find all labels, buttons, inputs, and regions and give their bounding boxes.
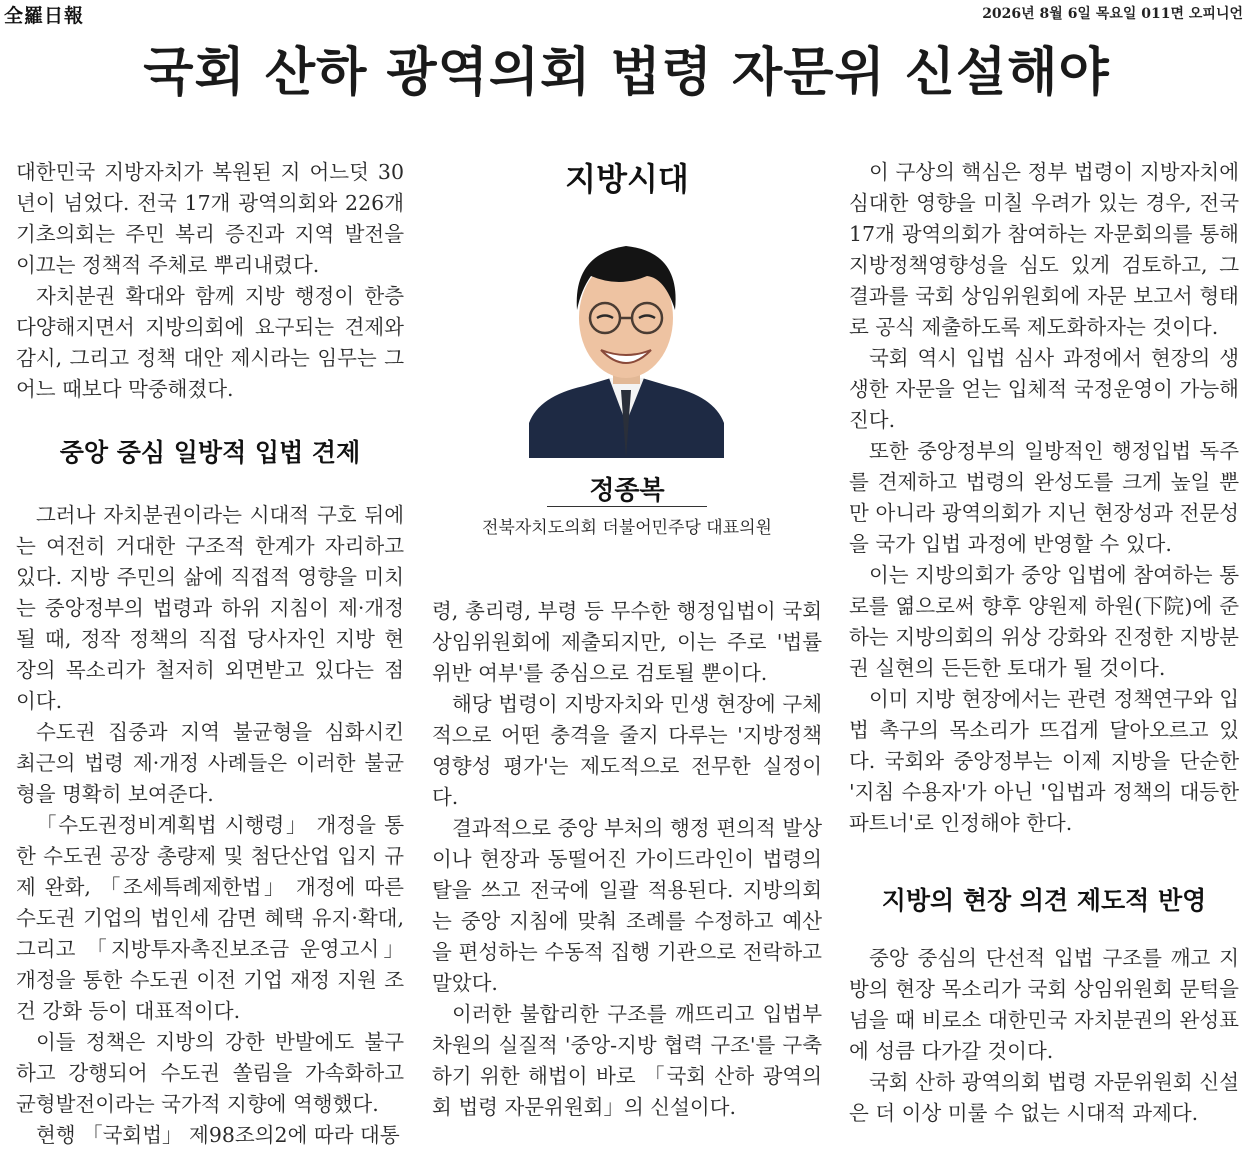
paragraph: 이미 지방 현장에서는 관련 정책연구와 입법 촉구의 목소리가 뜨겁게 달아오르고 있다. 국회와 중앙정부는 이제 지방을 단순한 '지침 수용자'가 아닌 '입법과 정책의 대등한 파트너'로 인정해야 한다. [849, 687, 1239, 835]
paragraph: 자치분권 확대와 함께 지방 행정이 한층 다양해지면서 지방의회에 요구되는 견제와 감시, 그리고 정책 대안 제시라는 임무는 그 어느 때보다 막중해졌다. [16, 284, 404, 401]
paragraph: 국회 역시 입법 심사 과정에서 현장의 생생한 자문을 얻는 입체적 국정운영이 가능해진다. [849, 346, 1239, 432]
paragraph: 「수도권정비계획법 시행령」 개정을 통한 수도권 공장 총량제 및 첨단산업 입지 규제 완화, 「조세특례제한법」 개정에 따른 수도권 기업의 법인세 감면 혜택 유지·확대, 그리고 「지방투자촉진보조금 운영고시」 개정을 통한 수도권 이전 기업 재정 지원 조건 강화 등이 대표적이다. [16, 813, 404, 1023]
dateline: 2026년 8월 6일 목요일 011면 오피니언 [982, 6, 1243, 22]
paragraph: 수도권 집중과 지역 불균형을 심화시킨 최근의 법령 제·개정 사례들은 이러한 불균형을 명확히 보여준다. [16, 720, 404, 806]
article-column-3 [849, 157, 1239, 1129]
paragraph: 해당 법령이 지방자치와 민생 현장에 구체적으로 어떤 충격을 줄지 다루는 '지방정책영향성 평가'는 제도적으로 전무한 실정이다. [432, 692, 822, 809]
paragraph: 대한민국 지방자치가 복원된 지 어느덧 30년이 넘었다. 전국 17개 광역의회와 226개 기초의회는 주민 복리 증진과 지역 발전을 이끄는 정책적 주체로 뿌리내렸다. [16, 160, 404, 277]
author-divider [547, 506, 707, 507]
paragraph: 이 구상의 핵심은 정부 법령이 지방자치에 심대한 영향을 미칠 우려가 있는 경우, 전국 17개 광역의회가 참여하는 자문회의를 통해 지방정책영향성을 심도 있게 검토하고, 그 결과를 국회 상임위원회에 자문 보고서 형태로 공식 제출하도록 제도화하자는 것이다. [849, 160, 1239, 339]
paragraph: 국회 산하 광역의회 법령 자문위원회 신설은 더 이상 미룰 수 없는 시대적 과제다. [849, 1070, 1239, 1125]
article-column-2 [432, 596, 822, 1123]
author-name: 정종복 [589, 476, 665, 506]
paragraph: 그러나 자치분권이라는 시대적 구호 뒤에는 여전히 거대한 구조적 한계가 자리하고 있다. 지방 주민의 삶에 직접적 영향을 미치는 중앙정부의 법령과 하위 지침이 제·개정될 때, 정작 정책의 직접 당사자인 지방 현장의 목소리가 철저히 외면받고 있다는 점이다. [16, 503, 404, 713]
masthead [0, 0, 1253, 26]
article-column-1 [16, 157, 404, 1151]
headline: 국회 산하 광역의회 법령 자문위 신설해야 [143, 43, 1110, 103]
paragraph: 령, 총리령, 부령 등 무수한 행정입법이 국회 상임위원회에 제출되지만, 이는 주로 '법률 위반 여부'를 중심으로 검토될 뿐이다. [432, 599, 822, 685]
author-photo [529, 218, 724, 458]
paragraph: 이는 지방의회가 중앙 입법에 참여하는 통로를 엶으로써 향후 양원제 하원(下院)에 준하는 지방의회의 위상 강화와 진정한 지방분권 실현의 든든한 토대가 될 것이다. [849, 563, 1239, 680]
paragraph: 중앙 중심의 단선적 입법 구조를 깨고 지방의 현장 목소리가 국회 상임위원회 문턱을 넘을 때 비로소 대한민국 자치분권의 완성표에 성큼 다가갈 것이다. [849, 946, 1239, 1063]
subheading: 중앙 중심 일방적 입법 견제 [59, 438, 361, 467]
paragraph: 결과적으로 중앙 부처의 행정 편의적 발상이나 현장과 동떨어진 가이드라인이 법령의 탈을 쓰고 전국에 일괄 적용된다. 지방의회는 중앙 지침에 맞춰 조례를 수정하고 예산을 편성하는 수동적 집행 기관으로 전락하고 말았다. [432, 816, 822, 995]
paragraph: 이러한 불합리한 구조를 깨뜨리고 입법부 차원의 실질적 '중앙-지방 협력 구조'를 구축하기 위한 해법이 바로 「국회 산하 광역의회 법령 자문위원회」의 신설이다. [432, 1002, 822, 1119]
subheading: 지방의 현장 의견 제도적 반영 [881, 886, 1207, 915]
paragraph: 현행 「국회법」 제98조의2에 따라 대통 [36, 1123, 400, 1147]
author-title: 전북자치도의회 더불어민주당 대표의원 [482, 518, 772, 538]
series-title: 지방시대 [565, 160, 689, 198]
paragraph: 이들 정책은 지방의 강한 반발에도 불구하고 강행되어 수도권 쏠림을 가속화하고 균형발전이라는 국가적 지향에 역행했다. [16, 1030, 404, 1116]
author-portrait-image [529, 218, 724, 458]
paragraph: 또한 중앙정부의 일방적인 행정입법 독주를 견제하고 법령의 완성도를 크게 높일 뿐만 아니라 광역의회가 지닌 현장성과 전문성을 국가 입법 과정에 반영할 수 있다. [849, 439, 1239, 556]
newspaper-logo: 全羅日報 [4, 5, 85, 27]
